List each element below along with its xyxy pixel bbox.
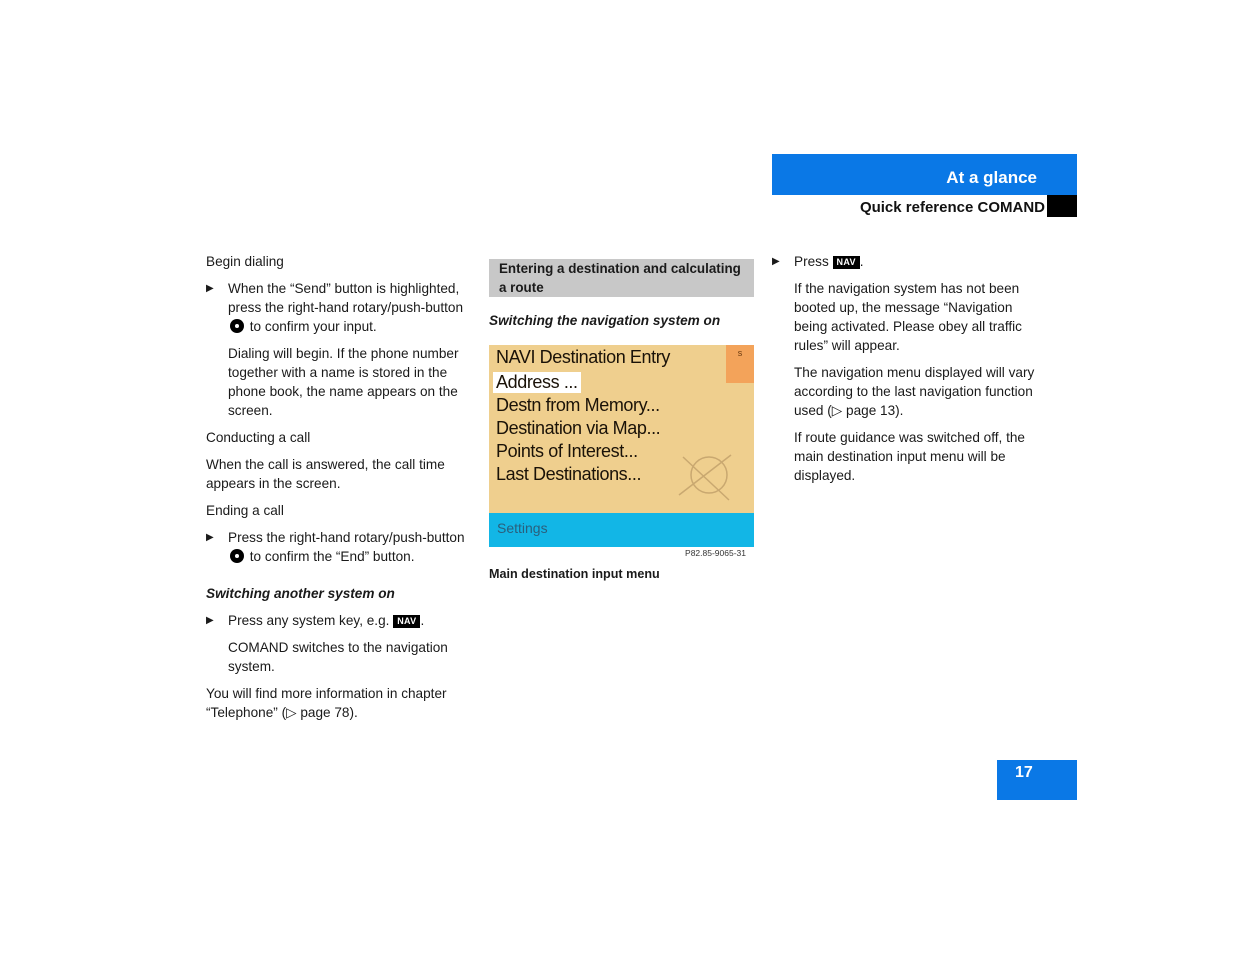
- bullet-arrow-icon: ▶: [206, 615, 214, 626]
- image-caption: Main destination input menu: [489, 567, 660, 581]
- bullet-arrow-icon: ▶: [206, 283, 214, 294]
- conducting-text: When the call is answered, the call time appears in the screen.: [206, 457, 445, 491]
- nav-key-icon: NAV: [833, 256, 860, 269]
- left-column: [206, 252, 474, 730]
- compass-icon: [669, 445, 739, 515]
- nav-boot-text: If the navigation system has not been booted up, the message “Navigation being activated. Please obey all traffic rules” will appear.: [794, 281, 1022, 353]
- rotary-push-button-icon: [230, 319, 244, 333]
- bullet-arrow-icon: ▶: [206, 532, 214, 543]
- step-send: ▶ When the “Send” button is highlighted, press the right-hand rotary/push-button to confirm your input.: [206, 281, 464, 334]
- step-end: ▶ Press the right-hand rotary/push-button to confirm the “End” button.: [206, 530, 465, 564]
- switching-heading: Switching another system on: [206, 586, 395, 601]
- screen-menu-item: Points of Interest...: [496, 441, 638, 461]
- right-column: [772, 252, 1040, 493]
- screen-settings-bar: Settings: [489, 513, 754, 547]
- image-code: P82.85-9065-31: [685, 548, 746, 558]
- step-press-nav: ▶ Press NAV .: [772, 254, 864, 269]
- begin-dialing-label: Begin dialing: [206, 254, 284, 269]
- screen-corner-indicator: s: [726, 345, 754, 383]
- grey-section-heading: Entering a destination and calculating a route: [489, 259, 754, 297]
- step-system-key-result: COMAND switches to the navigation system.: [228, 640, 448, 674]
- subsection-title: Quick reference COMAND: [859, 199, 1045, 216]
- ending-label: Ending a call: [206, 503, 284, 518]
- route-guidance-text: If route guidance was switched off, the main destination input menu will be displayed.: [794, 430, 1025, 483]
- nav-switch-heading: Switching the navigation system on: [489, 313, 721, 328]
- section-title: At a glance: [772, 154, 1077, 195]
- navi-screen-image: [489, 345, 754, 547]
- step-send-result: Dialing will begin. If the phone number together with a name is stored in the phone book, the name appears on the screen.: [228, 346, 459, 418]
- conducting-label: Conducting a call: [206, 430, 311, 445]
- screen-menu-item: Destn from Memory...: [496, 395, 660, 415]
- section-tab-marker: [1047, 195, 1077, 217]
- rotary-push-button-icon: [230, 549, 244, 563]
- screen-menu-item-selected: Address ...: [493, 372, 581, 393]
- nav-key-icon: NAV: [393, 615, 420, 628]
- more-info-text: You will find more information in chapter “Telephone” (▷ page 78).: [206, 686, 447, 720]
- nav-menu-text: The navigation menu displayed will vary according to the last navigation function used (▷ page 13).: [794, 365, 1035, 418]
- step-system-key: ▶ Press any system key, e.g. NAV .: [206, 613, 425, 628]
- bullet-arrow-icon: ▶: [772, 256, 780, 267]
- screen-title: NAVI Destination Entry: [496, 347, 670, 367]
- page-number: 17: [997, 760, 1077, 800]
- screen-menu-item: Last Destinations...: [496, 464, 642, 484]
- screen-menu-item: Destination via Map...: [496, 418, 661, 438]
